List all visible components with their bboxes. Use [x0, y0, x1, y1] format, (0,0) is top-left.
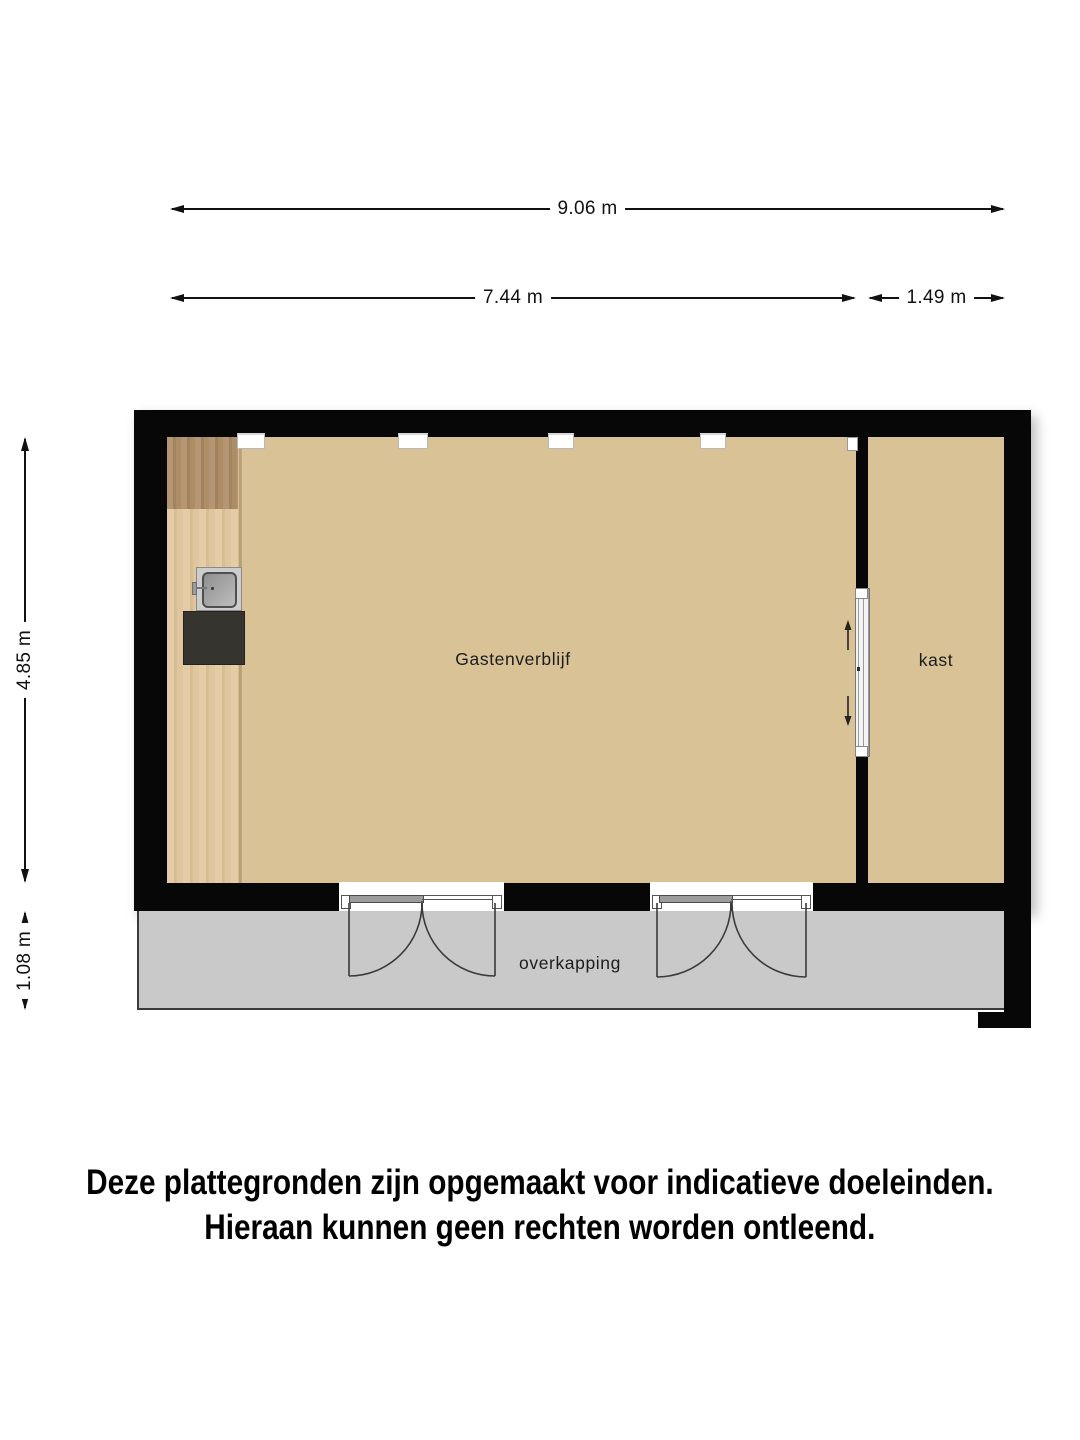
sliding-door-top-cap — [847, 437, 858, 451]
dimension-interior-depth — [13, 437, 37, 883]
window-icon — [237, 433, 265, 449]
door-meeting-post — [421, 901, 423, 911]
door-leaf-closed — [349, 895, 424, 903]
door-frame-line — [731, 895, 801, 896]
sliding-door-end-cap — [855, 588, 868, 599]
wall-left — [134, 410, 167, 911]
wall-foot-bottom-right — [978, 1012, 1031, 1028]
double-door-icon — [650, 882, 813, 911]
door-frame-line — [731, 899, 801, 900]
door-frame-line — [422, 899, 493, 900]
arrow-up-icon — [21, 437, 29, 451]
wall-top — [134, 410, 1031, 437]
disclaimer-line-2: Hieraan kunnen geen rechten worden ontleend. — [204, 1208, 876, 1247]
divider-wall-lower — [856, 755, 868, 883]
dimension-label: 4.85 m — [14, 622, 36, 698]
door-leaf-closed — [659, 895, 733, 903]
door-meeting-post — [730, 901, 732, 911]
sink-icon — [196, 567, 242, 611]
room-label-gastenverblijf: Gastenverblijf — [455, 649, 571, 669]
arrow-left-icon — [170, 294, 184, 302]
window-icon — [548, 433, 574, 449]
dimension-closet-width — [868, 286, 1005, 310]
wall-bottom-segment-1 — [134, 883, 339, 911]
door-hinge — [492, 895, 502, 909]
wall-bottom-segment-3 — [813, 883, 1031, 911]
arrow-left-icon — [868, 294, 882, 302]
disclaimer-line-1: Deze plattegronden zijn opgemaakt voor indicatieve doeleinden. — [86, 1163, 994, 1202]
dimension-label: 1.49 m — [899, 287, 975, 309]
divider-wall-upper — [856, 437, 868, 588]
dimension-label: 1.08 m — [14, 923, 36, 999]
dimension-label: 9.06 m — [550, 198, 626, 220]
arrow-right-icon — [991, 205, 1005, 213]
arrow-right-icon — [991, 294, 1005, 302]
room-label-overkapping: overkapping — [519, 953, 621, 973]
double-door-icon — [339, 882, 504, 911]
sink-basin — [202, 572, 237, 608]
window-icon — [398, 433, 428, 449]
door-frame-line — [422, 895, 493, 896]
wall-right — [1004, 410, 1031, 1028]
door-hinge — [801, 895, 811, 909]
arrow-up-down-icon — [836, 618, 860, 728]
arrow-left-icon — [170, 205, 184, 213]
dimension-main-width — [170, 286, 856, 310]
kitchen-counter-upper-cabinet — [167, 437, 238, 509]
sliding-door-end-cap — [855, 746, 868, 757]
arrow-down-icon — [21, 869, 29, 883]
disclaimer-text — [0, 1160, 1080, 1250]
room-label-kast: kast — [918, 650, 954, 670]
wall-bottom-segment-2 — [504, 883, 650, 911]
dimension-canopy-depth — [13, 911, 37, 1010]
dimension-label: 7.44 m — [475, 287, 551, 309]
faucet-handle — [192, 582, 197, 595]
sink-drain — [211, 587, 214, 590]
arrow-right-icon — [842, 294, 856, 302]
dimension-overall-width — [170, 197, 1005, 221]
window-icon — [700, 433, 726, 449]
stove-icon — [183, 611, 245, 665]
